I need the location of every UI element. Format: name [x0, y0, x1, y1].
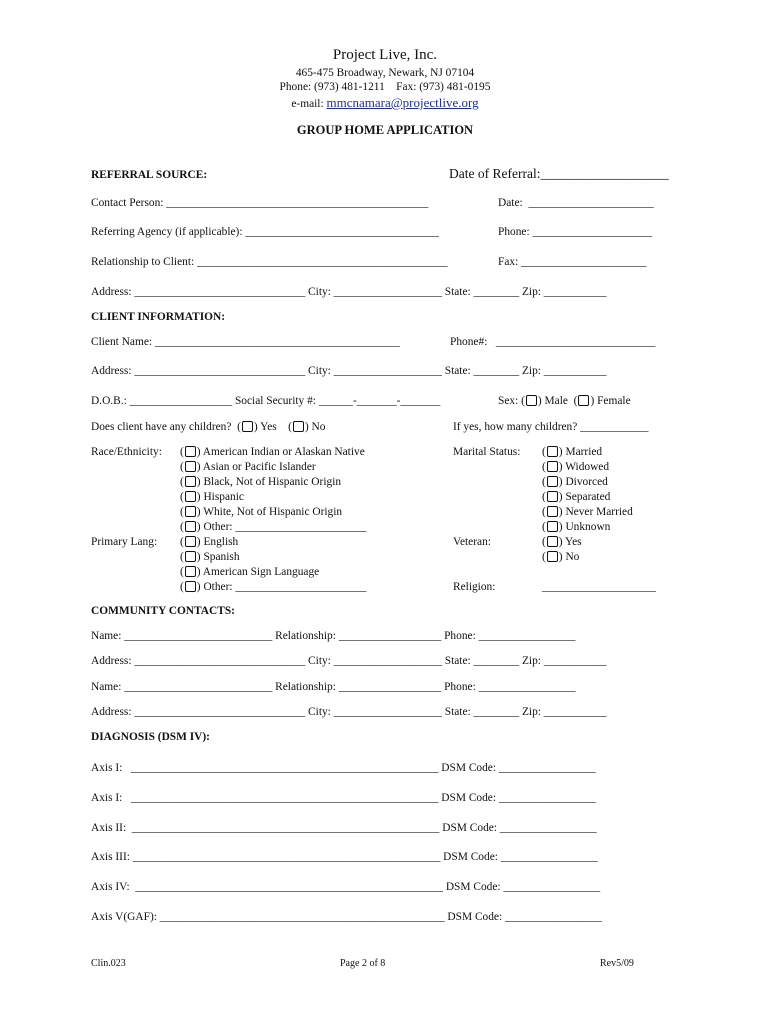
lang-option-label: ) Other: _______________________ [196, 581, 367, 593]
dsm-code-field[interactable]: DSM Code: _________________ [441, 792, 596, 804]
race-checkbox[interactable] [185, 461, 196, 472]
how-many-children-field[interactable]: If yes, how many children? ____________ [453, 421, 649, 433]
marital-option[interactable]: ( ) Unknown [542, 521, 611, 533]
axis-row[interactable] [91, 761, 596, 775]
race-option-label: ) White, Not of Hispanic Origin [196, 506, 343, 518]
dsm-code-field[interactable]: DSM Code: _________________ [447, 911, 602, 923]
veteran-checkbox[interactable] [547, 551, 558, 562]
marital-checkbox[interactable] [547, 491, 558, 502]
lang-option[interactable]: ( ) American Sign Language [180, 566, 320, 578]
marital-option-label: ) Unknown [558, 521, 611, 533]
dsm-code-field[interactable]: DSM Code: _________________ [445, 881, 601, 893]
marital-option[interactable]: ( ) Widowed [542, 461, 610, 473]
relationship-to-client-field[interactable]: Relationship to Client: ____________________________________________ [91, 256, 448, 268]
dsm-code-field[interactable]: DSM Code: _________________ [443, 851, 598, 863]
axis-field[interactable]: ______________________________________________________ [131, 822, 443, 834]
axis-row[interactable] [91, 850, 598, 864]
dob-ssn-line[interactable]: D.O.B.: __________________ Social Security #: ______-_______-_______ [91, 395, 441, 407]
axis-row[interactable] [91, 791, 596, 805]
marital-option-label: ) Divorced [558, 476, 608, 488]
children-yes-label: ) Yes ( [253, 421, 292, 433]
lang-checkbox[interactable] [185, 566, 196, 577]
date-of-referral-field[interactable]: Date of Referral:___________________ [449, 166, 669, 181]
dsm-code-field[interactable]: DSM Code: _________________ [442, 822, 597, 834]
race-option[interactable]: ( ) Asian or Pacific Islander [180, 461, 316, 473]
dsm-code-field[interactable]: DSM Code: _________________ [441, 762, 596, 774]
sex-male-checkbox[interactable] [526, 395, 537, 406]
marital-option[interactable]: ( ) Married [542, 446, 603, 458]
race-checkbox[interactable] [185, 491, 196, 502]
contact-person-field[interactable]: Contact Person: ______________________________________________ [91, 197, 429, 209]
footer-form-id: Clin.023 [91, 958, 126, 969]
referring-agency-field[interactable]: Referring Agency (if applicable): __________________________________ [91, 226, 439, 238]
referral-heading: REFERRAL SOURCE: [91, 169, 208, 181]
community-address-line[interactable]: Address: ______________________________ City: ___________________ State: ________ Zip: ___________ [91, 706, 607, 718]
org-address: 465-475 Broadway, Newark, NJ 07104 [295, 67, 475, 79]
race-checkbox[interactable] [185, 506, 196, 517]
marital-checkbox[interactable] [547, 476, 558, 487]
sex-female-label: ) Female [590, 395, 631, 407]
axis-label: Axis II: [91, 822, 132, 834]
lang-option[interactable]: ( ) Other: _______________________ [180, 581, 367, 593]
client-heading: CLIENT INFORMATION: [91, 311, 226, 323]
sex-label: Sex: ( [498, 395, 525, 407]
axis-field[interactable]: ______________________________________________________ [132, 851, 444, 863]
race-checkbox[interactable] [185, 446, 196, 457]
children-no-checkbox[interactable] [293, 421, 304, 432]
sex-female-checkbox[interactable] [578, 395, 589, 406]
race-option[interactable]: ( ) Black, Not of Hispanic Origin [180, 476, 342, 488]
race-checkbox[interactable] [185, 476, 196, 487]
race-option[interactable]: ( ) White, Not of Hispanic Origin [180, 506, 343, 518]
email-link[interactable]: mmcnamara@projectlive.org [326, 95, 479, 110]
marital-label: Marital Status: [453, 446, 521, 458]
org-name: Project Live, Inc. [332, 47, 438, 63]
veteran-option[interactable]: ( ) No [542, 551, 580, 563]
race-option-label: ) Black, Not of Hispanic Origin [196, 476, 342, 488]
axis-row[interactable] [91, 821, 597, 835]
race-option-label: ) Other: _______________________ [196, 521, 367, 533]
axis-row[interactable] [91, 880, 600, 894]
lang-option-label: ) English [196, 536, 239, 548]
axis-field[interactable]: ______________________________________________________ [130, 792, 442, 804]
religion-field[interactable]: ____________________ [542, 581, 656, 593]
lang-checkbox[interactable] [185, 536, 196, 547]
children-yes-checkbox[interactable] [242, 421, 253, 432]
diagnosis-heading: DIAGNOSIS (DSM IV): [91, 731, 210, 743]
race-option[interactable]: ( ) American Indian or Alaskan Native [180, 446, 365, 458]
lang-option[interactable]: ( ) English [180, 536, 239, 548]
religion-label: Religion: [453, 581, 496, 593]
client-address-line[interactable]: Address: ______________________________ City: ___________________ State: ________ Zip: ___________ [91, 365, 607, 377]
lang-checkbox[interactable] [185, 551, 196, 562]
footer-revision: Rev5/09 [600, 958, 634, 969]
referral-date-field[interactable]: Date: ______________________ [498, 197, 654, 209]
sex-row [498, 394, 631, 408]
client-name-field[interactable]: Client Name: ___________________________________________ [91, 336, 400, 348]
marital-checkbox[interactable] [547, 506, 558, 517]
marital-option-label: ) Widowed [558, 461, 610, 473]
axis-label: Axis III: [91, 851, 133, 863]
community-address-line[interactable]: Address: ______________________________ City: ___________________ State: ________ Zip: ___________ [91, 655, 607, 667]
children-no-label: ) No [304, 421, 326, 433]
veteran-option-label: ) Yes [558, 536, 582, 548]
marital-option-label: ) Never Married [558, 506, 633, 518]
children-question: Does client have any children? ( [91, 421, 241, 433]
marital-checkbox[interactable] [547, 521, 558, 532]
marital-option[interactable]: ( ) Never Married [542, 506, 633, 518]
marital-option[interactable]: ( ) Separated [542, 491, 611, 503]
race-option[interactable]: ( ) Other: _______________________ [180, 521, 367, 533]
marital-option[interactable]: ( ) Divorced [542, 476, 608, 488]
axis-label: Axis I: [91, 792, 131, 804]
marital-checkbox[interactable] [547, 446, 558, 457]
axis-label: Axis I: [91, 762, 131, 774]
client-phone-field[interactable]: Phone#: ____________________________ [450, 336, 656, 348]
org-email-line [0, 96, 770, 111]
referral-address-line[interactable]: Address: ______________________________ City: ___________________ State: ________ Zip: ___________ [91, 286, 607, 298]
form-title: GROUP HOME APPLICATION [296, 123, 474, 137]
veteran-option-label: ) No [558, 551, 580, 563]
axis-field[interactable]: __________________________________________________ [159, 911, 448, 923]
race-checkbox[interactable] [185, 521, 196, 532]
community-heading: COMMUNITY CONTACTS: [91, 605, 235, 617]
race-option-label: ) Asian or Pacific Islander [196, 461, 316, 473]
race-option-label: ) Hispanic [196, 491, 244, 503]
community-name-line[interactable]: Name: __________________________ Relationship: __________________ Phone: _________________ [91, 681, 576, 693]
footer-page-number: Page 2 of 8 [340, 958, 386, 969]
org-phone-fax: Phone: (973) 481-1211 Fax: (973) 481-0195 [279, 81, 491, 93]
axis-field[interactable]: ______________________________________________________ [135, 881, 446, 893]
lang-option-label: ) American Sign Language [196, 566, 320, 578]
veteran-option[interactable]: ( ) Yes [542, 536, 582, 548]
children-row [91, 420, 325, 434]
marital-option-label: ) Separated [558, 491, 611, 503]
race-label: Race/Ethnicity: [91, 446, 162, 458]
veteran-label: Veteran: [453, 536, 491, 548]
referral-phone-field[interactable]: Phone: _____________________ [498, 226, 653, 238]
veteran-checkbox[interactable] [547, 536, 558, 547]
axis-field[interactable]: ______________________________________________________ [130, 762, 442, 774]
email-label: e-mail: [291, 98, 327, 110]
race-option-label: ) American Indian or Alaskan Native [196, 446, 365, 458]
community-name-line[interactable]: Name: __________________________ Relationship: __________________ Phone: _________________ [91, 630, 576, 642]
marital-option-label: ) Married [558, 446, 603, 458]
referral-fax-field[interactable]: Fax: ______________________ [498, 256, 647, 268]
lang-label: Primary Lang: [91, 536, 158, 548]
marital-checkbox[interactable] [547, 461, 558, 472]
lang-option[interactable]: ( ) Spanish [180, 551, 240, 563]
race-option[interactable]: ( ) Hispanic [180, 491, 244, 503]
sex-male-label: ) Male ( [537, 395, 578, 407]
lang-option-label: ) Spanish [196, 551, 240, 563]
lang-checkbox[interactable] [185, 581, 196, 592]
axis-label: Axis IV: [91, 881, 136, 893]
axis-row[interactable] [91, 910, 602, 924]
axis-label: Axis V(GAF): [91, 911, 160, 923]
